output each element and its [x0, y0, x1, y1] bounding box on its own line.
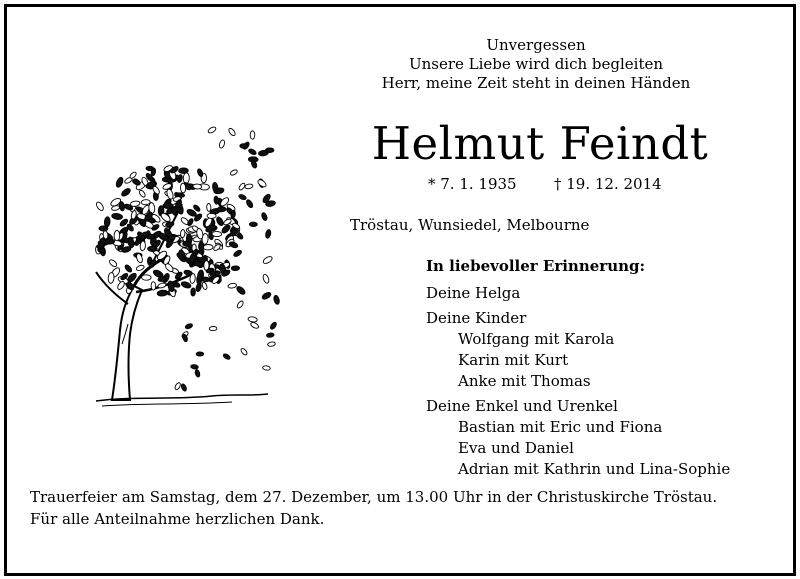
family-member: Bastian mit Eric und Fiona: [458, 418, 663, 436]
family-group-grandchildren: [426, 396, 730, 480]
motto-line-3: Herr, meine Zeit steht in deinen Händen: [381, 74, 691, 92]
family-group-head: Deine Kinder: [426, 309, 527, 327]
family-group-partner: [426, 283, 730, 304]
family-group-children: [426, 308, 730, 392]
birth-date: * 7. 1. 1935: [428, 175, 517, 193]
deceased-name: Helmut Feindt: [371, 117, 709, 170]
motto-line-1: Unvergessen: [486, 36, 586, 54]
motto-line-2: Unsere Liebe wird dich begleiten: [408, 55, 664, 73]
family-member: Karin mit Kurt: [458, 351, 569, 369]
places: Tröstau, Wunsiedel, Melbourne: [350, 216, 590, 234]
death-date: † 19. 12. 2014: [554, 175, 662, 193]
motto-block: [350, 36, 722, 93]
family-group-head: Deine Helga: [426, 284, 521, 302]
family-list: [426, 283, 730, 484]
service-info: [30, 486, 717, 530]
service-line: Trauerfeier am Samstag, dem 27. Dezember, um 13.00 Uhr in der Christuskirche Tröstau.: [30, 488, 718, 506]
family-member: Adrian mit Kathrin und Lina-Sophie: [458, 460, 731, 478]
family-member: Eva und Daniel: [458, 439, 574, 457]
family-member: Wolfgang mit Karola: [458, 330, 615, 348]
family-member: Anke mit Thomas: [458, 372, 591, 390]
windblown-tree-icon: [82, 124, 282, 414]
thanks-line: Für alle Anteilnahme herzlichen Dank.: [30, 510, 325, 528]
family-group-head: Deine Enkel und Urenkel: [426, 397, 618, 415]
remembrance-heading: In liebevoller Erinnerung:: [426, 257, 646, 275]
